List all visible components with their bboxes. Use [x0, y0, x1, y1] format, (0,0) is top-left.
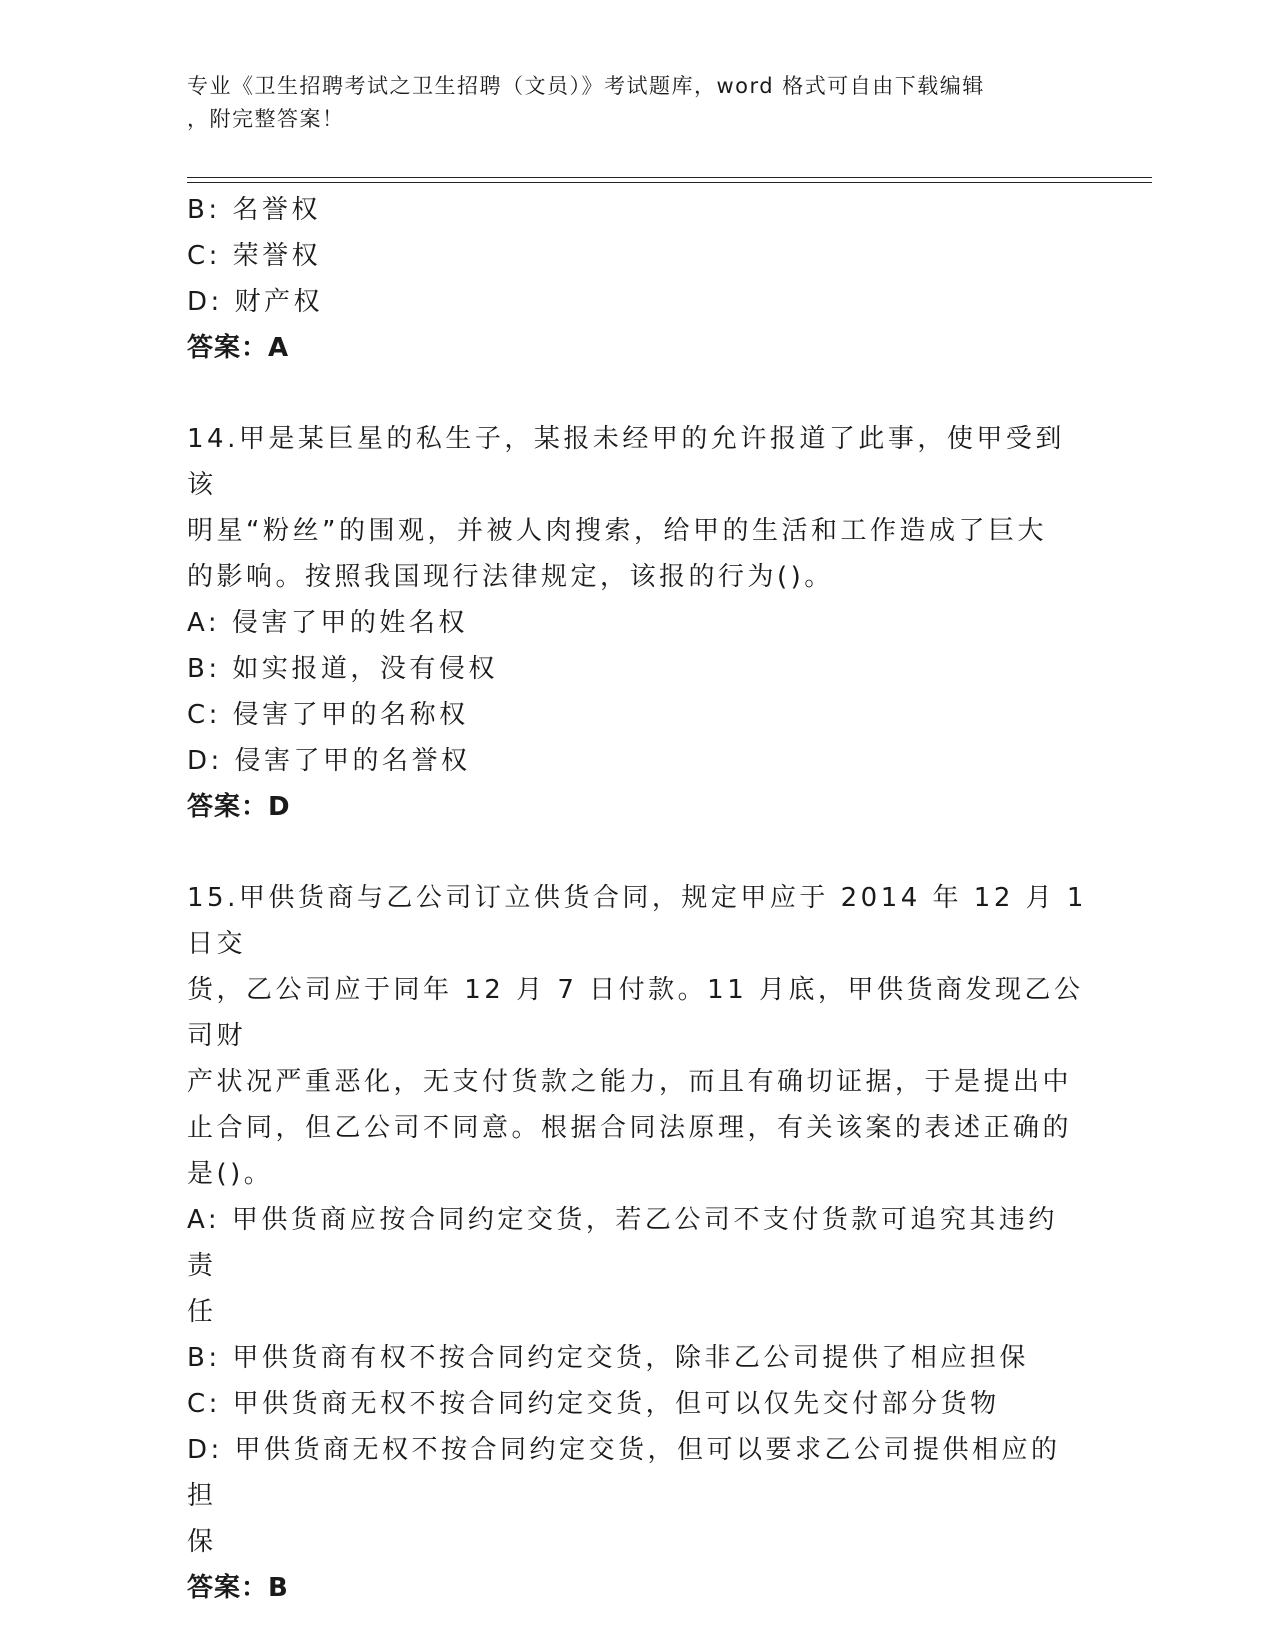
q15-option-a-line: 任	[187, 1297, 217, 1327]
document-header	[187, 70, 1077, 136]
q15-option-c: C: 甲供货商无权不按合同约定交货，但可以仅先交付部分货物	[187, 1389, 1000, 1419]
spacer	[187, 371, 1087, 416]
header-divider-bottom	[187, 182, 1152, 183]
header-title-line-2: ，附完整答案！	[187, 107, 345, 131]
header-title-line-1: 专业《卫生招聘考试之卫生招聘（文员）》考试题库，word 格式可自由下载编辑	[187, 74, 985, 98]
header-divider-top	[187, 177, 1152, 178]
q15-option-a-line: A: 甲供货商应按合同约定交货，若乙公司不支付货款可追究其违约责	[187, 1205, 1058, 1281]
q15-option-b: B: 甲供货商有权不按合同约定交货，除非乙公司提供了相应担保	[187, 1343, 1029, 1373]
q15-stem-line: 货，乙公司应于同年 12 月 7 日付款。11 月底，甲供货商发现乙公司财	[187, 975, 1084, 1051]
q13-option-b: B: 名誉权	[187, 195, 321, 225]
spacer	[187, 830, 1087, 875]
q15-stem-line: 止合同，但乙公司不同意。根据合同法原理，有关该案的表述正确的	[187, 1113, 1073, 1143]
q14-option-d: D: 侵害了甲的名誉权	[187, 746, 471, 776]
q14-option-c: C: 侵害了甲的名称权	[187, 700, 469, 730]
question-13-block	[187, 187, 1087, 371]
question-15-block	[187, 875, 1099, 1611]
q14-answer: 答案：D	[187, 792, 291, 822]
q15-stem-line: 产状况严重恶化，无支付货款之能力，而且有确切证据，于是提出中	[187, 1067, 1073, 1097]
q15-stem-line: 是()。	[187, 1159, 274, 1189]
q14-stem-line: 14.甲是某巨星的私生子，某报未经甲的允许报道了此事，使甲受到该	[187, 424, 1065, 500]
q14-stem-line: 明星“粉丝”的围观，并被人肉搜索，给甲的生活和工作造成了巨大	[187, 516, 1047, 546]
q13-option-d: D: 财产权	[187, 287, 324, 317]
q14-option-b: B: 如实报道，没有侵权	[187, 654, 498, 684]
q13-answer: 答案：A	[187, 333, 290, 363]
question-content	[187, 187, 1099, 1611]
q14-option-a: A: 侵害了甲的姓名权	[187, 608, 468, 638]
q15-option-d-line: 保	[187, 1527, 217, 1557]
question-14-block	[187, 416, 1087, 830]
q15-option-d-line: D: 甲供货商无权不按合同约定交货，但可以要求乙公司提供相应的担	[187, 1435, 1061, 1511]
q15-stem-line: 15.甲供货商与乙公司订立供货合同，规定甲应于 2014 年 12 月 1 日交	[187, 883, 1099, 959]
q13-option-c: C: 荣誉权	[187, 241, 322, 271]
q15-answer: 答案：B	[187, 1573, 289, 1603]
q14-stem-line: 的影响。按照我国现行法律规定，该报的行为()。	[187, 562, 834, 592]
